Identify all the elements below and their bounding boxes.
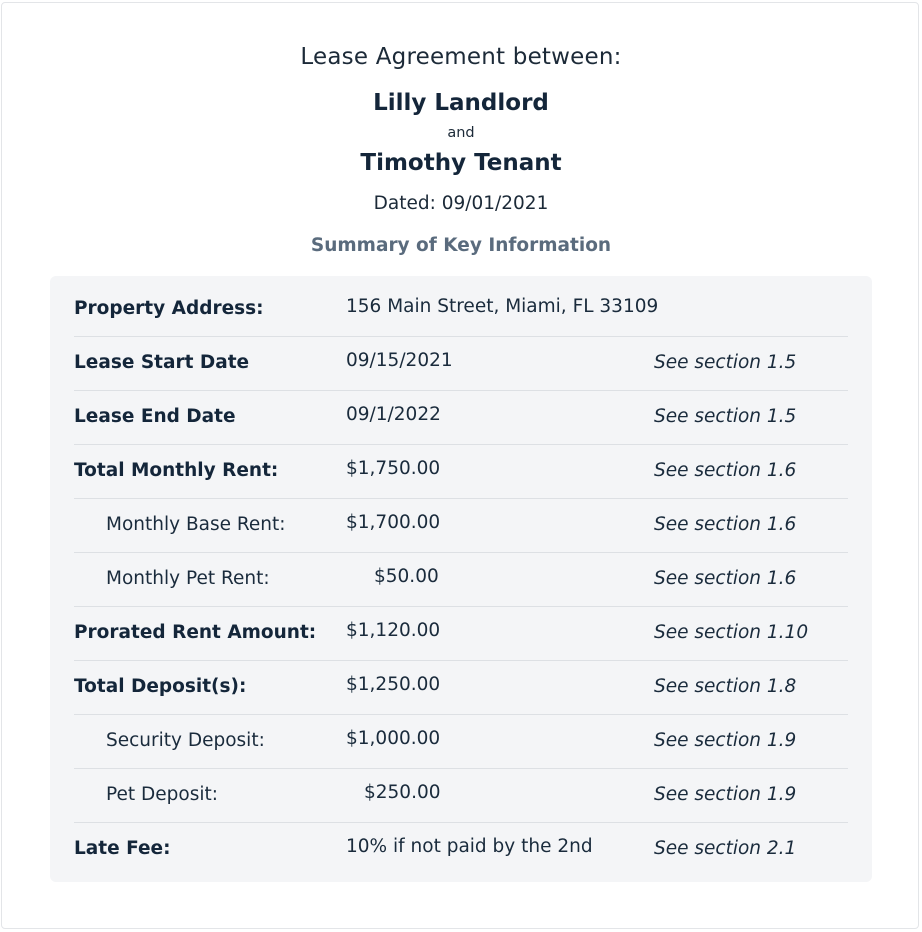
summary-title: Summary of Key Information <box>310 235 612 256</box>
row-label: Property Address: <box>74 298 264 319</box>
row-section-ref: See section 1.5 <box>654 406 797 427</box>
row-value: $1,750.00 <box>346 458 441 479</box>
row-value: $1,250.00 <box>346 674 441 695</box>
row-section-ref: See section 1.6 <box>654 568 797 589</box>
row-lease-start-date <box>74 336 848 391</box>
key-info-panel <box>50 276 872 882</box>
row-value: $250.00 <box>364 782 441 803</box>
row-total-deposits <box>74 660 848 715</box>
row-section-ref: See section 1.8 <box>654 676 797 697</box>
row-section-ref: See section 1.5 <box>654 352 797 373</box>
row-security-deposit <box>74 714 848 769</box>
row-section-ref: See section 1.10 <box>654 622 809 643</box>
landlord-name: Lilly Landlord <box>373 90 549 116</box>
row-value: 10% if not paid by the 2nd <box>346 836 593 857</box>
row-label: Lease Start Date <box>74 352 250 373</box>
row-value: 09/15/2021 <box>346 350 453 371</box>
row-section-ref: See section 1.9 <box>654 730 797 751</box>
row-label: Security Deposit: <box>106 730 265 751</box>
row-label: Lease End Date <box>74 406 236 427</box>
row-lease-end-date <box>74 390 848 445</box>
row-property-address <box>74 282 848 337</box>
row-monthly-pet-rent <box>74 552 848 607</box>
row-value: $50.00 <box>374 566 439 587</box>
row-label: Total Monthly Rent: <box>74 460 279 481</box>
tenant-name: Timothy Tenant <box>360 150 562 176</box>
row-late-fee <box>74 822 848 876</box>
row-value: 156 Main Street, Miami, FL 33109 <box>346 296 659 317</box>
row-pet-deposit <box>74 768 848 823</box>
row-total-monthly-rent <box>74 444 848 499</box>
row-value: $1,120.00 <box>346 620 441 641</box>
row-label: Monthly Pet Rent: <box>106 568 270 589</box>
row-prorated-rent <box>74 606 848 661</box>
row-label: Late Fee: <box>74 838 171 859</box>
row-value: 09/1/2022 <box>346 404 441 425</box>
row-section-ref: See section 1.9 <box>654 784 797 805</box>
row-value: $1,000.00 <box>346 728 441 749</box>
row-label: Total Deposit(s): <box>74 676 247 697</box>
row-section-ref: See section 1.6 <box>654 514 797 535</box>
row-section-ref: See section 2.1 <box>654 838 797 859</box>
and-connector: and <box>447 125 475 141</box>
row-section-ref: See section 1.6 <box>654 460 797 481</box>
row-monthly-base-rent <box>74 498 848 553</box>
lease-intro-heading: Lease Agreement between: <box>300 44 622 70</box>
lease-date: Dated: 09/01/2021 <box>373 193 549 214</box>
row-label: Monthly Base Rent: <box>106 514 286 535</box>
row-value: $1,700.00 <box>346 512 441 533</box>
row-label: Pet Deposit: <box>106 784 218 805</box>
row-label: Prorated Rent Amount: <box>74 622 317 643</box>
